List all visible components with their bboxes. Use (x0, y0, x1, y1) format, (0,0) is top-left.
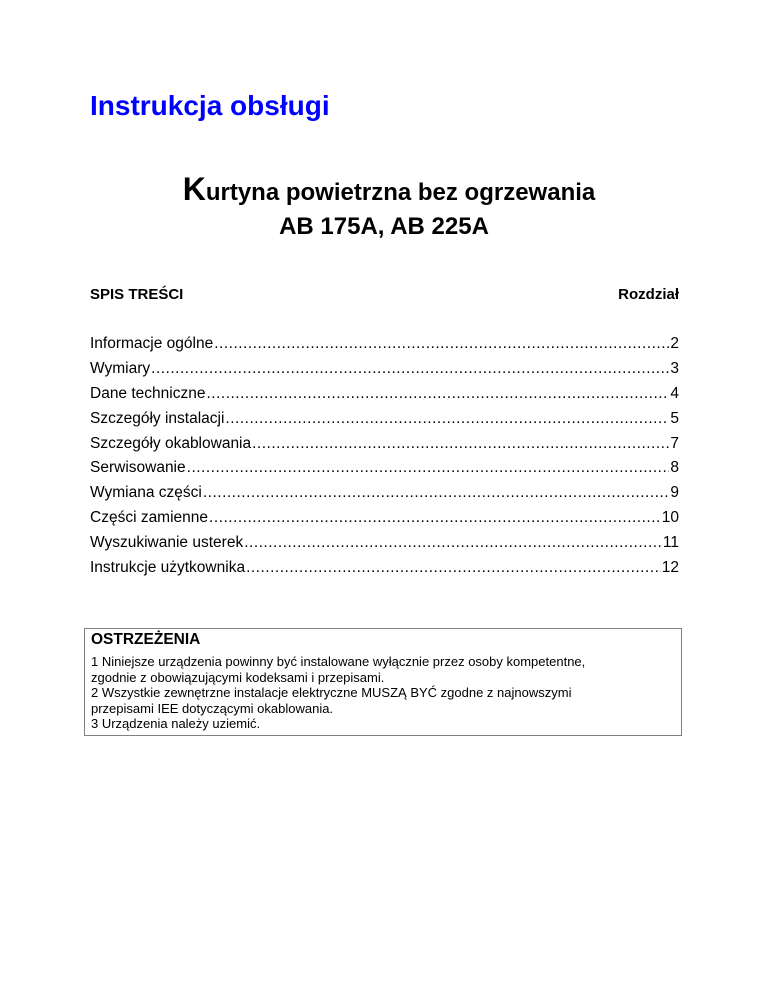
toc-item-label: Wyszukiwanie usterek (90, 534, 244, 552)
toc-item-page: 5 (670, 409, 679, 427)
toc-heading: SPIS TREŚCI (90, 286, 184, 303)
warning-box (84, 628, 682, 736)
warning-line: 2 Wszystkie zewnętrzne instalacje elektryczne MUSZĄ BYĆ zgodne z najnowszymi (91, 685, 572, 700)
toc-item[interactable] (90, 534, 679, 559)
warning-line: 3 Urządzenia należy uziemić. (91, 716, 261, 731)
toc-item[interactable] (90, 509, 679, 534)
toc-item-page: 12 (661, 559, 679, 577)
toc-item-page: 10 (661, 509, 679, 527)
product-title-line (0, 172, 768, 210)
toc-leader-dots (151, 360, 669, 378)
toc-item-page: 8 (670, 459, 679, 477)
toc-item-page: 3 (670, 359, 679, 377)
warning-line: zgodnie z obowiązującymi kodeksami i przepisami. (91, 669, 385, 685)
toc-item[interactable] (90, 335, 679, 360)
toc-item-label: Serwisowanie (90, 459, 186, 477)
toc-item-label: Instrukcje użytkownika (90, 559, 246, 577)
toc-item-label: Części zamienne (90, 509, 209, 527)
toc-item-page: 11 (662, 534, 679, 552)
toc-list (90, 335, 679, 584)
toc-item-label: Wymiana części (90, 484, 202, 502)
warning-line: przepisami IEE dotyczącymi okablowania. (91, 700, 334, 716)
toc-item[interactable] (90, 559, 679, 584)
product-title-initial: K (182, 171, 206, 207)
toc-header (90, 286, 679, 303)
toc-item[interactable] (90, 435, 679, 460)
warning-line: 1 Niniejsze urządzenia powinny być instalowane wyłącznie przez osoby kompetentne, (91, 654, 586, 669)
product-models: AB 175A, AB 225A (279, 213, 489, 240)
warning-title: OSTRZEŻENIA (91, 631, 201, 648)
product-title (0, 172, 768, 244)
toc-item-label: Informacje ogólne (90, 335, 214, 352)
toc-leader-dots (209, 509, 661, 527)
toc-leader-dots (252, 435, 669, 453)
toc-leader-dots (187, 459, 670, 477)
product-title-rest: urtyna powietrzna bez ogrzewania (205, 179, 596, 206)
toc-item-page: 9 (670, 484, 679, 502)
toc-item-page: 2 (670, 335, 679, 352)
warning-text (91, 654, 681, 732)
toc-leader-dots (244, 534, 662, 552)
toc-leader-dots (206, 385, 669, 403)
toc-item[interactable] (90, 410, 679, 435)
toc-chapter-heading: Rozdział (618, 286, 679, 303)
toc-leader-dots (225, 410, 669, 428)
toc-item-label: Szczegóły instalacji (90, 409, 225, 427)
toc-item[interactable] (90, 459, 679, 484)
toc-leader-dots (246, 559, 661, 577)
toc-item-label: Dane techniczne (90, 384, 206, 402)
toc-item-label: Wymiary (90, 359, 151, 377)
toc-item-label: Szczegóły okablowania (90, 434, 252, 452)
toc-item[interactable] (90, 484, 679, 509)
toc-leader-dots (203, 484, 670, 502)
toc-item[interactable] (90, 385, 679, 410)
main-title: Instrukcja obsługi (90, 90, 330, 121)
toc-item-page: 4 (670, 384, 679, 402)
toc-leader-dots (214, 335, 669, 353)
toc-item-page: 7 (670, 434, 679, 452)
toc-item[interactable] (90, 360, 679, 385)
